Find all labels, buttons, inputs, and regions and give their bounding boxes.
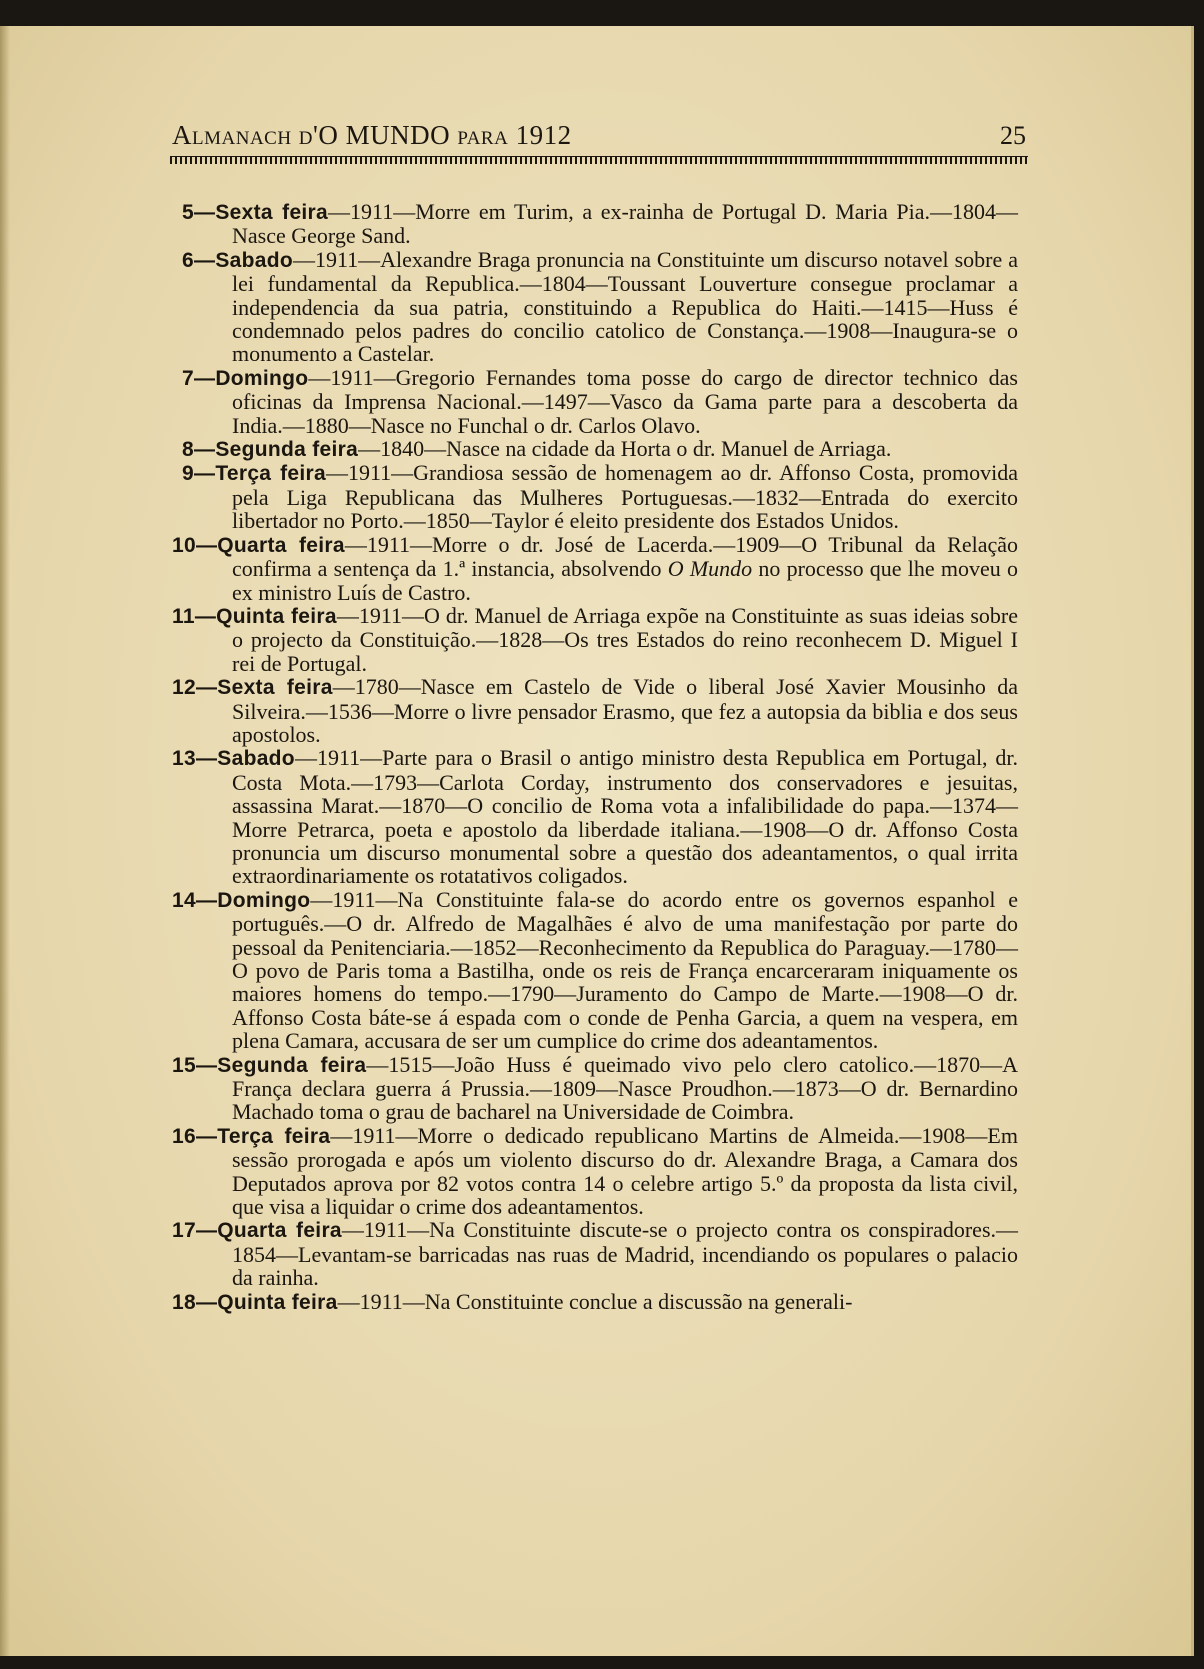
page-edge-shadow bbox=[0, 26, 10, 1656]
calendar-entry bbox=[172, 533, 1018, 604]
entry-text: —1911—Na Constituinte fala-se do acordo entre os governos espanhol e português.—O dr. Alfredo de Magalhães é alvo de uma manifestação por parte do pessoal da Penitenciaria.—1852—Reconhecimento da Republica do Paraguay.—1780—O povo de Paris toma a Bastilha, onde os reis de França encarceraram iniquamente os maiores homens do tempo.—1790—Juramento do Campo de Marte.—1908—O dr. Affonso Costa báte-se á espada com o conde de Penha Garcia, a quem na vespera, em plena Camara, accusara de ser um cumplice do crime dos adeantamentos. bbox=[232, 886, 1018, 1054]
entry-text: —1780—Nasce em Castelo de Vide o liberal José Xavier Mousinho da Silveira.—1536—Morre o livre pensador Erasmo, que fez a autopsia da biblia e dos seus apostolos. bbox=[232, 674, 1019, 747]
entry-weekday: —Domingo bbox=[194, 366, 309, 390]
entry-weekday: —Terça feira bbox=[195, 1124, 331, 1148]
entry-text: —1840—Nasce na cidade da Horta o dr. Manuel de Arriaga. bbox=[358, 436, 892, 462]
entry-day-number: 11 bbox=[172, 604, 195, 628]
calendar-entry bbox=[172, 248, 1018, 366]
calendar-entry bbox=[172, 461, 1018, 532]
calendar-entry bbox=[172, 746, 1018, 887]
entry-text: —1911—Grandiosa sessão de homenagem ao dr. Affonso Costa, promovida pela Liga Republicana das Mulheres Portuguesas.—1832—Entrada do exercito libertador no Porto.—1850—Taylor é eleito presidente dos Estados Unidos. bbox=[232, 460, 1018, 534]
entry-text: —1911—Morre o dedicado republicano Martins de Almeida.—1908—Em sessão prorogada e após um violento discurso do dr. Alexandre Braga, a Camara dos Deputados aprova por 82 votos contra 14 o celebre artigo 5.º da proposta da lista civil, que visa a liquidar o crime dos adeantamentos. bbox=[232, 1122, 1018, 1220]
entry-weekday: —Terça feira bbox=[194, 462, 326, 486]
entry-day-number: 18 bbox=[172, 1290, 196, 1314]
entry-text: —1911—Alexandre Braga pronuncia na Constituinte um discurso notavel sobre a lei fundamental da Republica.—1804—Toussant Louverture consegue proclamar a independencia da sua patria, constituindo a Republica do Haiti.—1415—Huss é condemnado pelos padres do concilio catolico de Constança.—1908—Inaugura-se o monumento a Castelar. bbox=[232, 246, 1018, 367]
entry-weekday: —Quinta feira bbox=[195, 1290, 338, 1314]
entry-day-number: 12 bbox=[172, 676, 196, 700]
almanac-page bbox=[0, 26, 1194, 1656]
entry-text-continued: no processo que lhe moveu o ex ministro Luís de Castro. bbox=[232, 556, 1018, 605]
entry-text: —1911—Gregorio Fernandes toma posse do cargo de director technico das oficinas da Imprensa Nacional.—1497—Vasco da Gama parte para a descoberta da India.—1880—Nasce no Funchal o dr. Carlos Olavo. bbox=[232, 364, 1018, 438]
entry-day-number: 10 bbox=[172, 533, 196, 557]
entry-day-number: 5 bbox=[182, 201, 194, 224]
entry-text: —1911—Na Constituinte conclue a discussão na generali- bbox=[337, 1288, 853, 1314]
header-ornamental-rule bbox=[170, 156, 1028, 164]
entry-text: —1911—Morre em Turim, a ex-rainha de Portugal D. Maria Pia.—1804—Nasce George Sand. bbox=[232, 199, 1019, 249]
entry-weekday: —Quarta feira bbox=[195, 1219, 342, 1243]
entry-text: —1515—João Huss é queimado vivo pelo clero catolico.—1870—A França declara guerra á Prussia.—1809—Nasce Proudhon.—1873—O dr. Bernardino Machado toma o grau de bacharel na Universidade de Coimbra. bbox=[232, 1051, 1018, 1125]
entry-weekday: —Segunda feira bbox=[195, 1053, 367, 1077]
entry-weekday: —Quarta feira bbox=[195, 533, 345, 557]
calendar-entry bbox=[172, 888, 1018, 1053]
entry-day-number: 14 bbox=[172, 888, 196, 912]
entry-weekday: —Sabado bbox=[195, 747, 295, 771]
entry-day-number: 9 bbox=[182, 462, 194, 486]
newspaper-title-italic: O Mundo bbox=[667, 556, 753, 582]
entry-text: —1911—O dr. Manuel de Arriaga expõe na Constituinte as suas ideias sobre o projecto da Constituição.—1828—Os tres Estados do reino reconhecem D. Miguel I rei de Portugal. bbox=[232, 602, 1019, 676]
calendar-entries bbox=[172, 200, 1018, 1314]
page-number: 25 bbox=[1000, 121, 1026, 150]
entry-day-number: 6 bbox=[182, 248, 194, 272]
entry-weekday: —Segunda feira bbox=[194, 438, 359, 462]
header-title: Almanach d'O MUNDO para 1912 bbox=[172, 120, 572, 150]
calendar-entry bbox=[172, 675, 1018, 746]
calendar-entry bbox=[172, 1053, 1018, 1124]
entry-day-number: 16 bbox=[172, 1124, 196, 1148]
entry-weekday: —Sexta feira bbox=[194, 201, 329, 224]
calendar-entry bbox=[172, 604, 1018, 675]
calendar-entry bbox=[172, 200, 1018, 248]
entry-day-number: 15 bbox=[172, 1053, 196, 1077]
entry-weekday: —Domingo bbox=[195, 888, 311, 912]
calendar-entry bbox=[172, 1124, 1018, 1219]
calendar-entry bbox=[172, 1218, 1018, 1289]
entry-text: —1911—Na Constituinte discute-se o projecto contra os conspiradores.—1854—Levantam-se barricadas nas ruas de Madrid, incendiando os populares o palacio da rainha. bbox=[232, 1217, 1019, 1291]
entry-day-number: 17 bbox=[172, 1219, 196, 1243]
calendar-entry bbox=[172, 1290, 1018, 1314]
entry-text: —1911—Morre o dr. José de Lacerda.—1909—O Tribunal da Relação confirma a sentença da 1.ª instancia, absolvendo bbox=[232, 531, 1018, 582]
entry-weekday: —Quinta feira bbox=[194, 604, 337, 628]
running-header bbox=[172, 111, 1026, 151]
calendar-entry bbox=[172, 366, 1018, 437]
entry-day-number: 13 bbox=[172, 747, 196, 771]
entry-day-number: 7 bbox=[182, 366, 194, 390]
entry-weekday: —Sexta feira bbox=[195, 676, 333, 700]
entry-text: —1911—Parte para o Brasil o antigo ministro desta Republica em Portugal, dr. Costa Mota.—1793—Carlota Corday, instrumento dos conservadores e jesuitas, assassina Marat.—1870—O concilio de Roma vota a infalibilidade do papa.—1374—Morre Petrarca, poeta e apostolo da liberdade italiana.—1908—O dr. Affonso Costa pronuncia um discurso monumental sobre a questão dos adeantamentos, o qual irrita extraordinariamente os rotatativos coligados. bbox=[232, 745, 1018, 889]
calendar-entry bbox=[172, 437, 1018, 461]
entry-weekday: —Sabado bbox=[194, 248, 293, 272]
entry-day-number: 8 bbox=[182, 438, 194, 462]
